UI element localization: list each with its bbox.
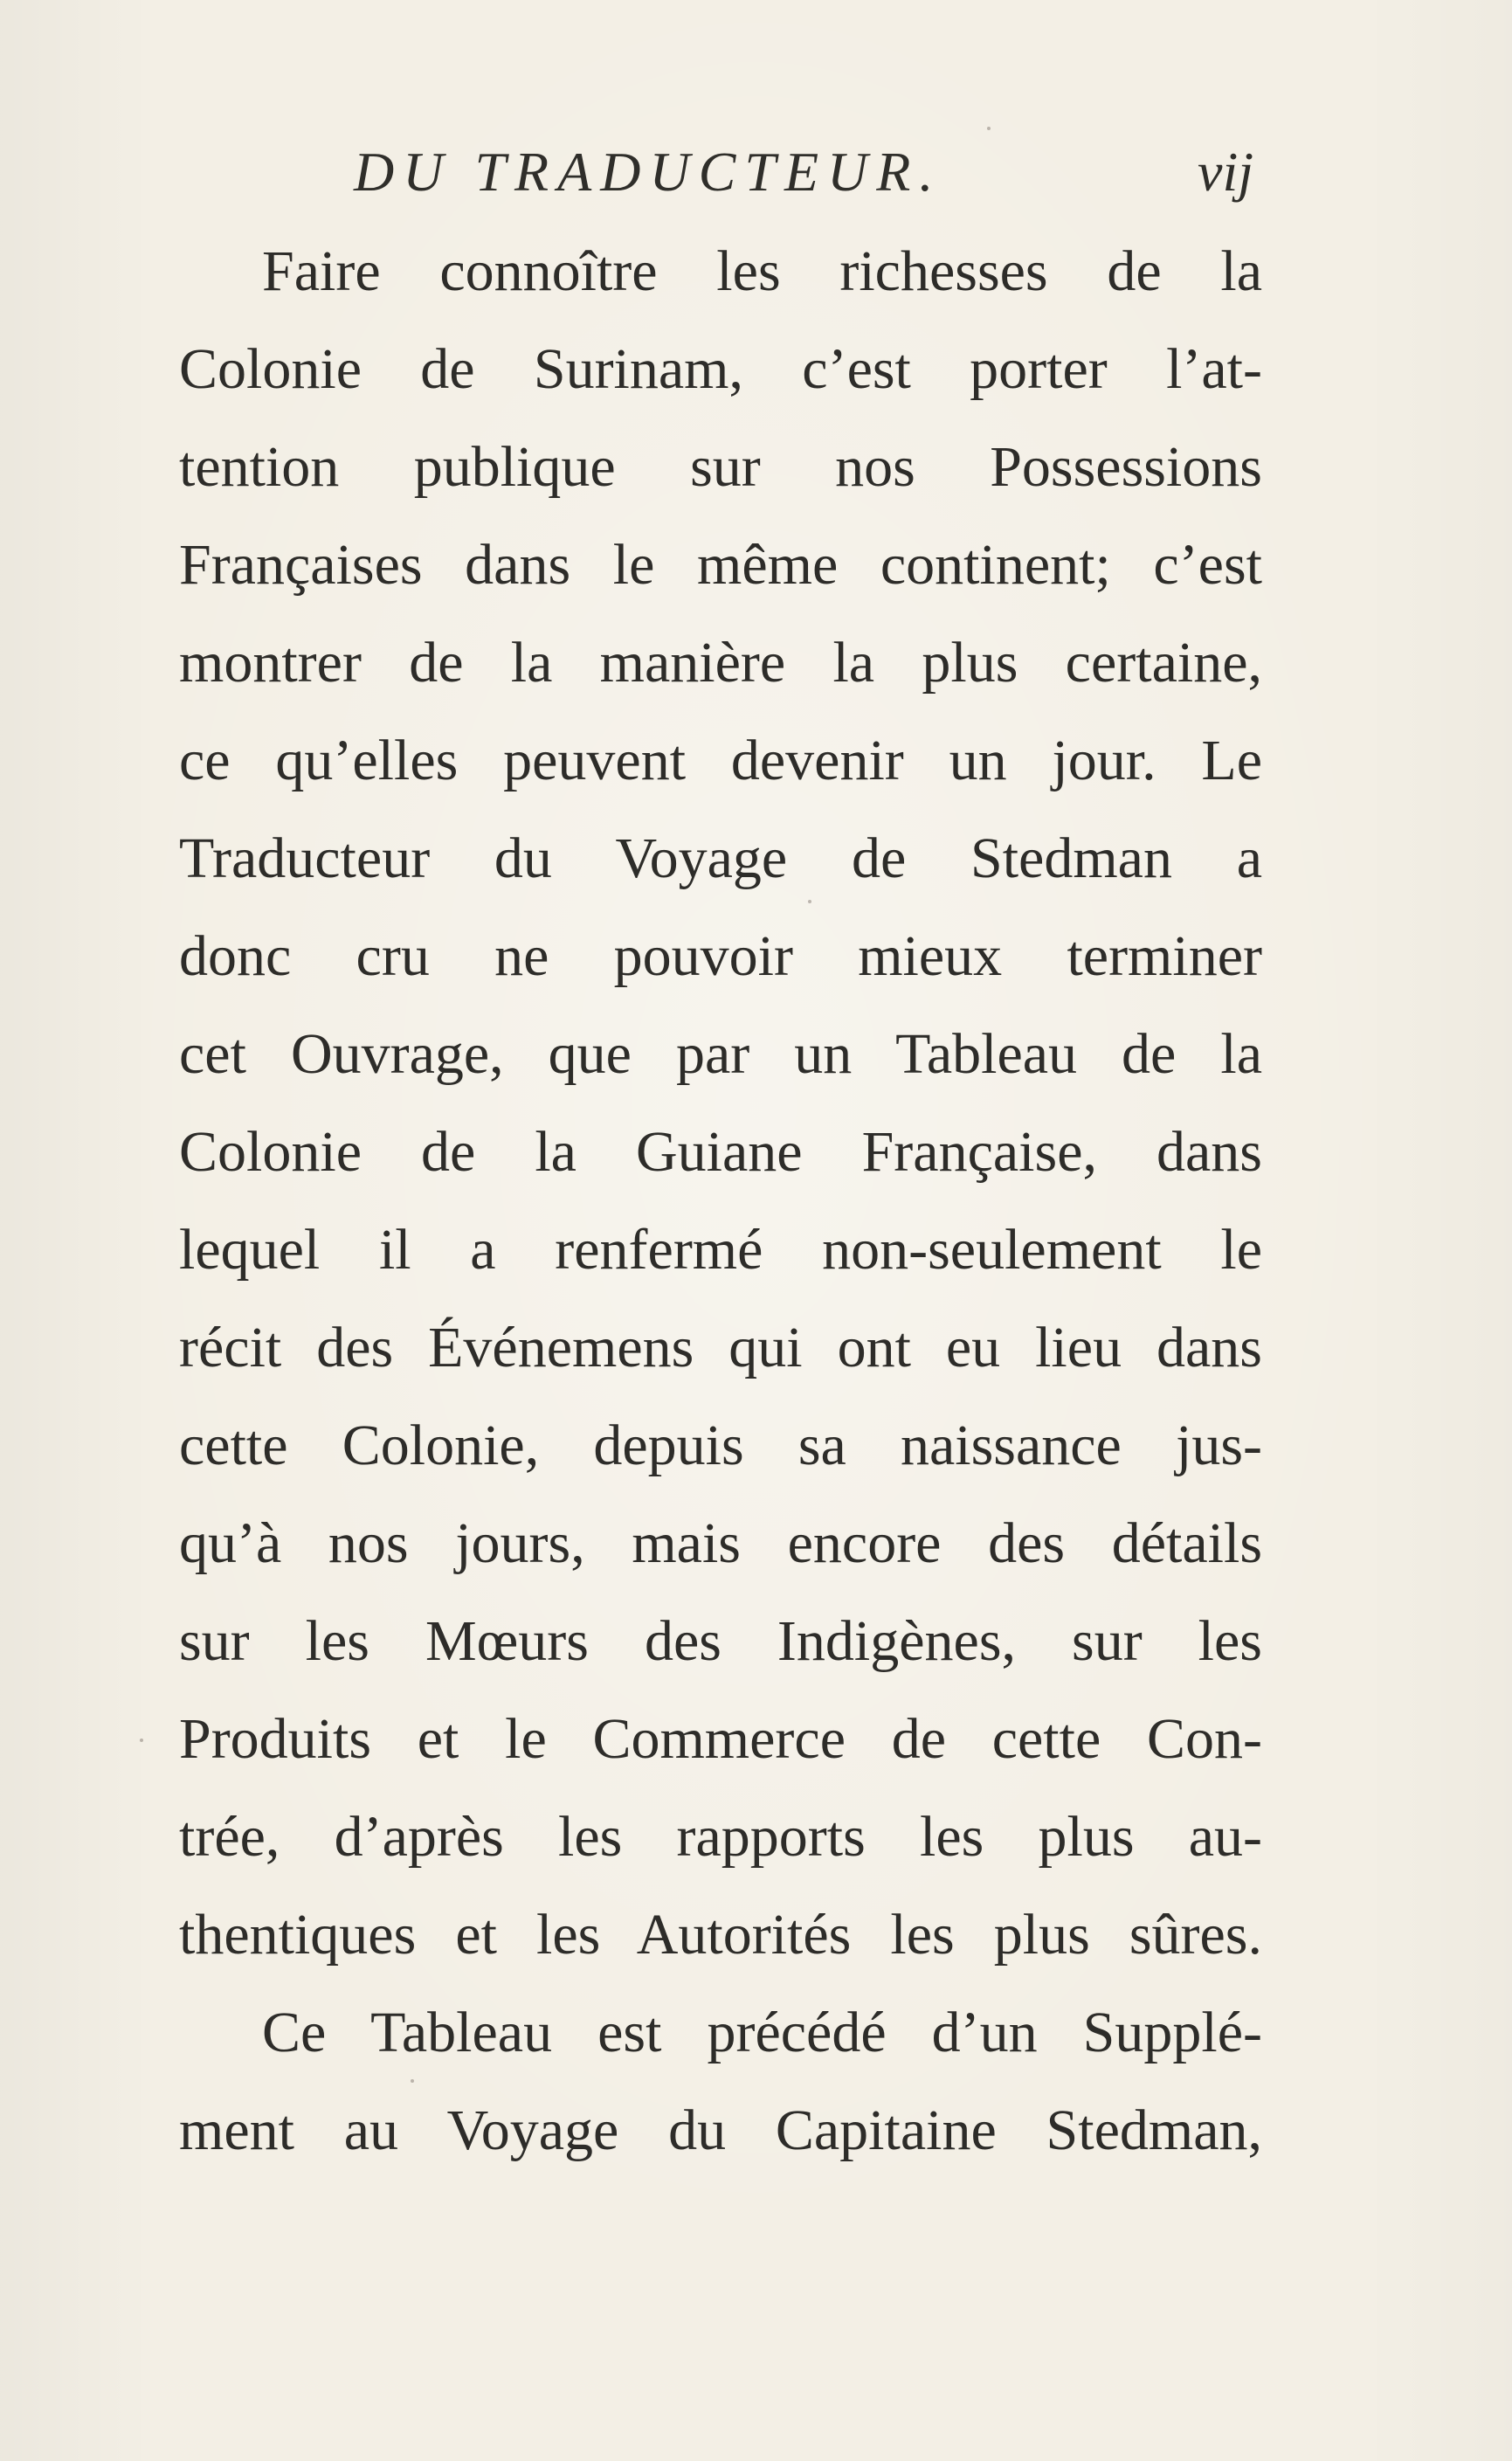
text-line: Colonie de la Guiane Française, dans bbox=[179, 1120, 1262, 1184]
text-line: ce qu’elles peuvent devenir un jour. Le bbox=[179, 729, 1262, 792]
text-line: lequel il a renfermé non-seulement le bbox=[179, 1218, 1262, 1282]
text-line: ment au Voyage du Capitaine Stedman, bbox=[179, 2098, 1262, 2162]
text-line: Colonie de Surinam, c’est porter l’at- bbox=[179, 337, 1262, 401]
text-line: Ce Tableau est précédé d’un Supplé- bbox=[262, 2001, 1262, 2064]
paper-speck bbox=[808, 900, 811, 903]
running-head-title: DU TRADUCTEUR. bbox=[354, 141, 942, 203]
text-line: Faire connoître les richesses de la bbox=[262, 239, 1262, 303]
text-line: sur les Mœurs des Indigènes, sur les bbox=[179, 1609, 1262, 1673]
running-head bbox=[354, 140, 1253, 218]
paper-speck bbox=[140, 1739, 143, 1742]
text-line: qu’à nos jours, mais encore des détails bbox=[179, 1511, 1262, 1575]
text-line: récit des Événemens qui ont eu lieu dans bbox=[179, 1316, 1262, 1379]
text-line: Produits et le Commerce de cette Con- bbox=[179, 1707, 1262, 1771]
paper-speck bbox=[987, 127, 991, 130]
text-line: tention publique sur nos Possessions bbox=[179, 435, 1262, 499]
text-line: trée, d’après les rapports les plus au- bbox=[179, 1805, 1262, 1869]
text-line: thentiques et les Autorités les plus sûres. bbox=[179, 1903, 1262, 1967]
paper-speck bbox=[411, 2079, 414, 2083]
body-text bbox=[179, 223, 1262, 2180]
page-number: vij bbox=[1198, 141, 1253, 203]
text-line: Traducteur du Voyage de Stedman a bbox=[179, 826, 1262, 890]
text-line: cette Colonie, depuis sa naissance jus- bbox=[179, 1414, 1262, 1477]
text-line: donc cru ne pouvoir mieux terminer bbox=[179, 924, 1262, 988]
text-line: montrer de la manière la plus certaine, bbox=[179, 631, 1262, 695]
text-line: Françaises dans le même continent; c’est bbox=[179, 533, 1262, 597]
text-line: cet Ouvrage, que par un Tableau de la bbox=[179, 1022, 1262, 1086]
